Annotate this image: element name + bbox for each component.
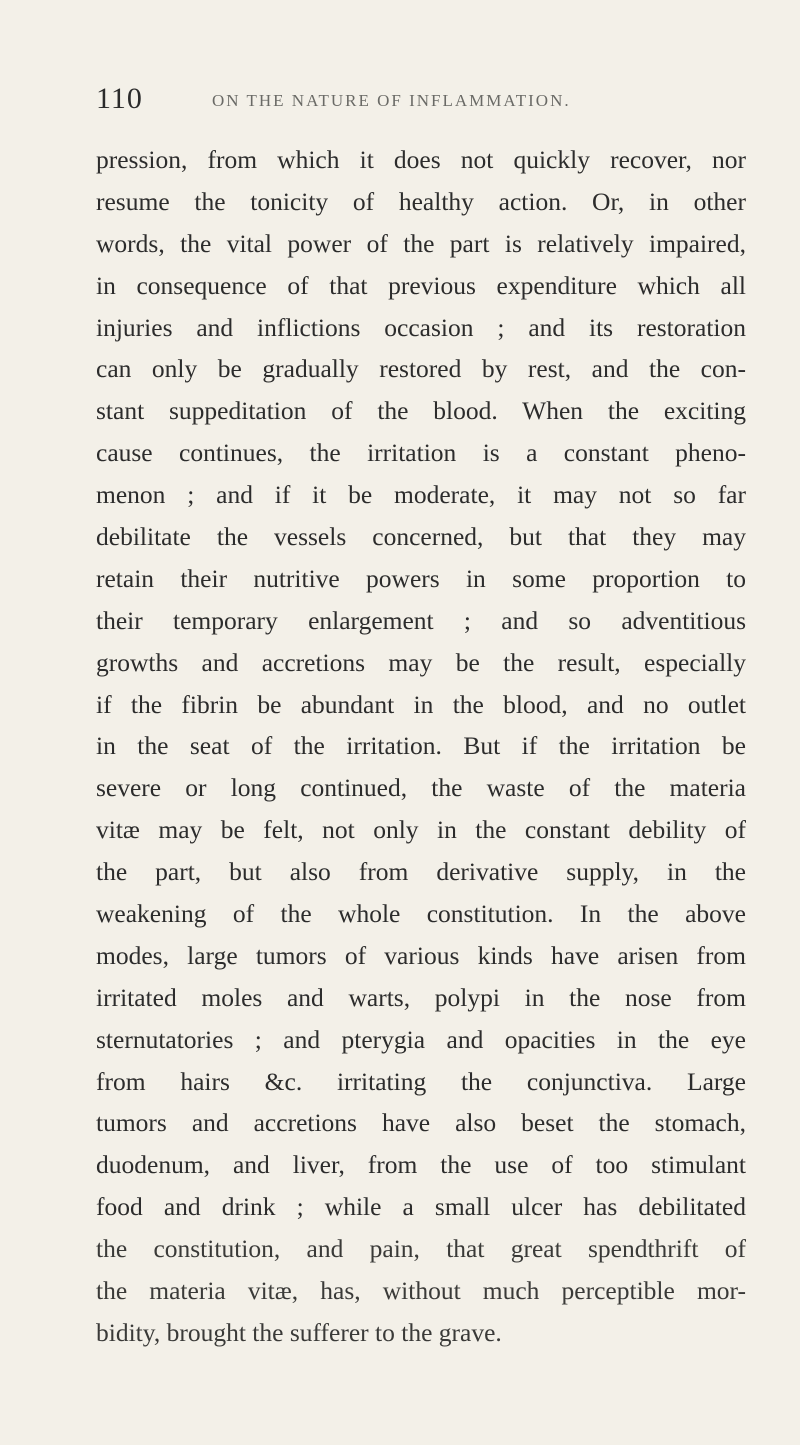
text-line: cause continues, the irritation is a constant pheno-	[96, 438, 746, 468]
text-line: growths and accretions may be the result, especially	[96, 647, 746, 677]
text-line: bidity, brought the sufferer to the grave.	[96, 1317, 502, 1347]
text-line: resume the tonicity of healthy action. Or, in other	[96, 186, 746, 216]
text-line: words, the vital power of the part is relatively impaired,	[96, 228, 746, 258]
page-number: 110	[96, 82, 143, 115]
text-line: retain their nutritive powers in some proportion to	[96, 563, 746, 593]
text-line: severe or long continued, the waste of the materia	[96, 773, 746, 803]
text-line: the part, but also from derivative supply, in the	[96, 857, 746, 887]
text-line: if the fibrin be abundant in the blood, and no outlet	[96, 689, 746, 719]
text-line: the materia vitæ, has, without much perceptible mor-	[96, 1276, 746, 1306]
text-line: vitæ may be felt, not only in the constant debility of	[96, 815, 746, 845]
text-line: pression, from which it does not quickly recover, nor	[96, 145, 746, 174]
text-line: menon ; and if it be moderate, it may not so far	[96, 480, 746, 510]
text-line: tumors and accretions have also beset the stomach,	[96, 1108, 746, 1138]
text-line: duodenum, and liver, from the use of too stimulant	[96, 1150, 746, 1180]
page-header	[96, 82, 736, 122]
text-line: stant suppeditation of the blood. When the exciting	[96, 396, 746, 426]
body-paragraph	[96, 139, 746, 1354]
text-line: debilitate the vessels concerned, but that they may	[96, 522, 746, 552]
text-line: food and drink ; while a small ulcer has debilitated	[96, 1192, 746, 1222]
text-line: modes, large tumors of various kinds have arisen from	[96, 940, 746, 970]
text-line: in the seat of the irritation. But if the irritation be	[96, 731, 746, 761]
text-line: weakening of the whole constitution. In the above	[96, 899, 746, 929]
text-line: in consequence of that previous expenditure which all	[96, 270, 746, 300]
text-line: their temporary enlargement ; and so adventitious	[96, 605, 746, 635]
text-line: from hairs &c. irritating the conjunctiva. Large	[96, 1066, 746, 1096]
text-line: sternutatories ; and pterygia and opacities in the eye	[96, 1024, 746, 1054]
text-line: can only be gradually restored by rest, and the con-	[96, 354, 746, 384]
text-line: injuries and inflictions occasion ; and its restoration	[96, 312, 746, 342]
text-line: the constitution, and pain, that great spendthrift of	[96, 1234, 746, 1264]
running-head: ON THE NATURE OF INFLAMMATION.	[212, 91, 571, 110]
text-line: irritated moles and warts, polypi in the nose from	[96, 982, 746, 1012]
